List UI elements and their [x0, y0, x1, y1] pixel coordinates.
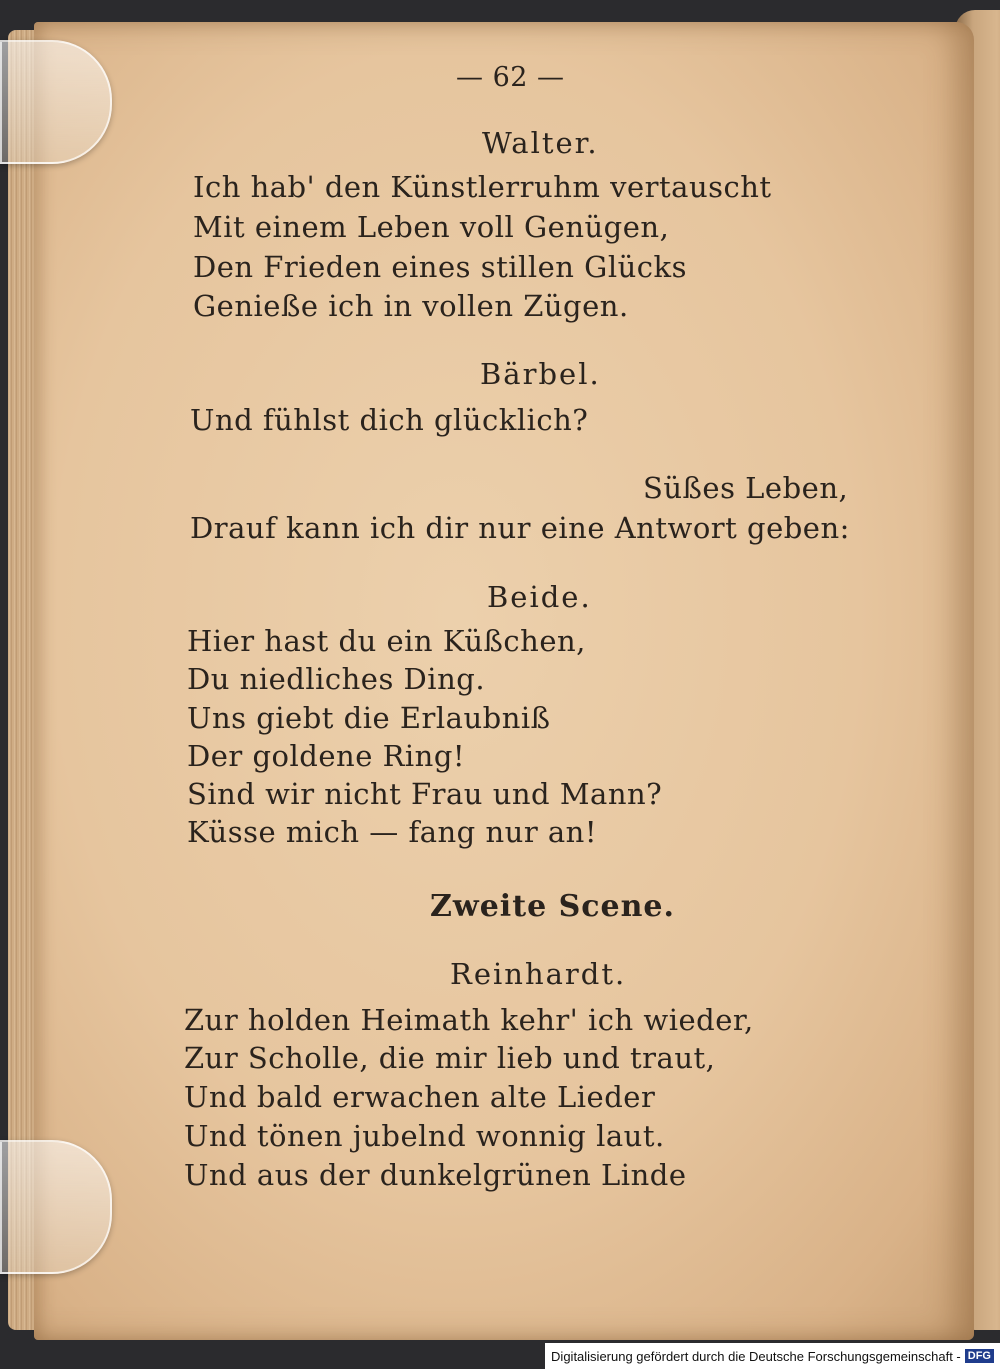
verse-line: Und tönen jubelnd wonnig laut. — [184, 1119, 665, 1153]
speaker-reinhardt: Reinhardt. — [450, 957, 627, 991]
verse-line: Du niedliches Ding. — [187, 662, 486, 696]
verse-line: Der goldene Ring! — [187, 739, 466, 773]
verse-line: Sind wir nicht Frau und Mann? — [187, 777, 663, 811]
verse-line: Ich hab' den Künstlerruhm vertauscht — [193, 170, 772, 204]
book-clip-bottom — [0, 1140, 112, 1274]
verse-line: Und fühlst dich glücklich? — [190, 403, 589, 437]
page-number: — 62 — — [456, 62, 565, 93]
verse-line: Und aus der dunkelgrünen Linde — [184, 1158, 687, 1192]
dfg-logo: DFG — [965, 1349, 994, 1363]
verse-line-right: Süßes Leben, — [643, 471, 849, 505]
scene-title: Zweite Scene. — [430, 889, 675, 924]
footer-credit — [545, 1343, 1000, 1369]
verse-line: Zur Scholle, die mir lieb und traut, — [184, 1041, 716, 1075]
verse-line: Küsse mich — fang nur an! — [187, 815, 598, 849]
verse-line: Zur holden Heimath kehr' ich wieder, — [184, 1003, 754, 1037]
verse-line: Mit einem Leben voll Genügen, — [193, 210, 670, 244]
verse-line: Genieße ich in vollen Zügen. — [193, 289, 629, 323]
verse-line: Drauf kann ich dir nur eine Antwort geben: — [190, 511, 850, 545]
verse-line: Den Frieden eines stillen Glücks — [193, 250, 687, 284]
verse-line: Uns giebt die Erlaubniß — [187, 701, 551, 735]
speaker-walter: Walter. — [482, 126, 599, 160]
verse-line: Hier hast du ein Küßchen, — [187, 624, 586, 658]
speaker-baerbel: Bärbel. — [480, 357, 601, 391]
footer-text: Digitalisierung gefördert durch die Deutsche Forschungsgemeinschaft - — [551, 1348, 961, 1364]
book-clip-top — [0, 40, 112, 164]
verse-line: Und bald erwachen alte Lieder — [184, 1080, 656, 1114]
speaker-beide: Beide. — [487, 580, 592, 614]
